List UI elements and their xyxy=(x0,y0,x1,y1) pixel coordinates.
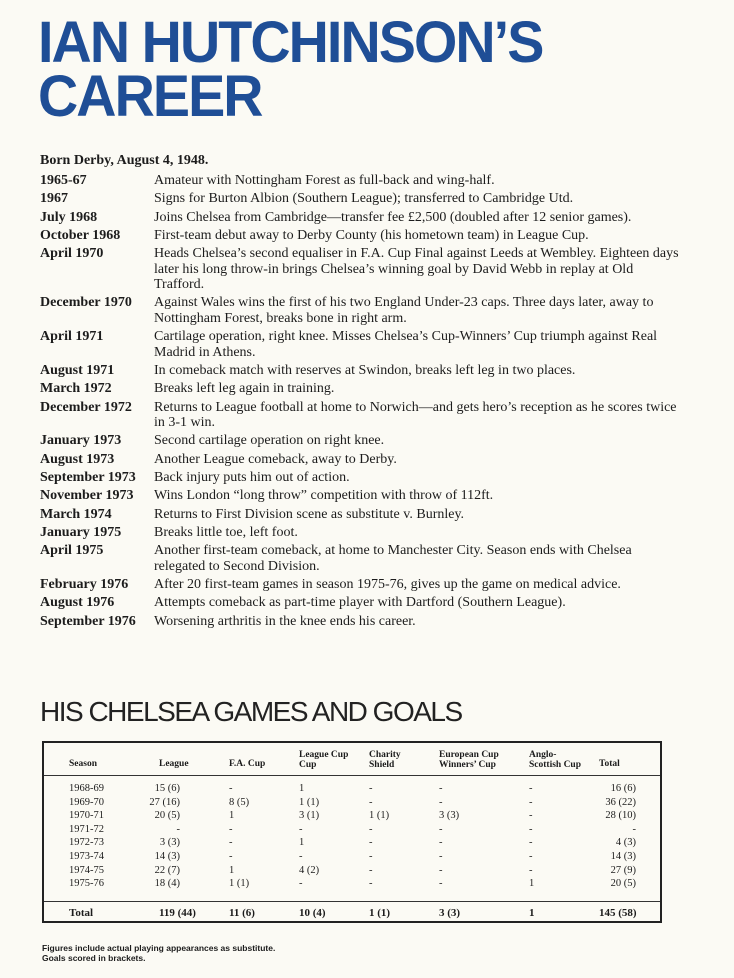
timeline-event: Attempts comeback as part-time player with Dartford (Southern League). xyxy=(154,595,566,611)
cell-european-cup: - xyxy=(439,878,443,890)
cell-season: 1971-72 xyxy=(69,823,104,835)
timeline-date: September 1976 xyxy=(40,613,136,629)
timeline-entry xyxy=(40,452,680,468)
cell-european-cup: - xyxy=(439,783,443,794)
table-row xyxy=(44,837,660,848)
cell-fa-cup: - xyxy=(229,823,233,835)
timeline-entry xyxy=(40,173,680,189)
cell-total: 14 (3) xyxy=(610,851,636,862)
timeline-event: Returns to First Division scene as substitute v. Burnley. xyxy=(154,506,465,522)
cell-anglo-scottish-cup: - xyxy=(529,796,533,808)
career-timeline xyxy=(40,173,680,632)
cell-charity-shield: - xyxy=(369,796,373,808)
cell-season: 1970-71 xyxy=(69,810,104,822)
table-row xyxy=(44,851,660,862)
timeline-date: April 1970 xyxy=(40,246,104,262)
cell-season: 1972-73 xyxy=(69,837,104,849)
cell-charity-shield: 1 (1) xyxy=(369,907,391,919)
title-line-1: IAN HUTCHINSON’S xyxy=(38,10,543,75)
cell-total: 20 (5) xyxy=(610,878,636,890)
timeline-event: Joins Chelsea from Cambridge—transfer fee £2,500 (doubled after 12 senior games). xyxy=(154,209,632,225)
cell-anglo-scottish-cup: - xyxy=(529,810,533,822)
cell-charity-shield: - xyxy=(369,837,373,849)
footnote xyxy=(42,943,275,963)
timeline-event: Heads Chelsea’s second equaliser in F.A. Cup Final against Leeds at Wembley. Eighteen days later his long throw-in brings Chelsea’s winning goal by David Webb in replay at Old Trafford. xyxy=(154,246,679,293)
timeline-event: In comeback match with reserves at Swindon, breaks left leg in two places. xyxy=(154,363,576,379)
timeline-event: Signs for Burton Albion (Southern League); transferred to Cambridge Utd. xyxy=(154,191,574,207)
cell-fa-cup: 8 (5) xyxy=(229,796,250,808)
table-row xyxy=(44,810,660,821)
cell-total: - xyxy=(632,823,636,835)
timeline-date: March 1972 xyxy=(40,381,112,397)
cell-total: 27 (9) xyxy=(610,864,636,876)
cell-league: 18 (4) xyxy=(154,878,180,890)
timeline-date: February 1976 xyxy=(40,577,129,593)
table-row xyxy=(44,878,660,889)
cell-league: 3 (3) xyxy=(159,837,180,849)
timeline-event: Cartilage operation, right knee. Misses Chelsea’s Cup-Winners’ Cup triumph against Real Madrid in Athens. xyxy=(154,329,658,360)
cell-league-cup: - xyxy=(299,878,303,890)
cell-european-cup: - xyxy=(439,851,443,862)
cell-league: 15 (6) xyxy=(154,783,180,794)
timeline-event: Breaks little toe, left foot. xyxy=(154,524,298,540)
cell-european-cup: - xyxy=(439,837,443,849)
timeline-entry xyxy=(40,595,680,611)
timeline-entry xyxy=(40,246,680,293)
table-row xyxy=(44,865,660,876)
header-divider xyxy=(44,775,660,776)
cell-european-cup: 3 (3) xyxy=(439,907,461,919)
cell-fa-cup: - xyxy=(229,837,233,849)
cell-total: 16 (6) xyxy=(610,783,636,794)
timeline-date: 1965-67 xyxy=(40,173,87,188)
timeline-event: Second cartilage operation on right knee. xyxy=(154,433,385,449)
timeline-entry xyxy=(40,577,680,593)
cell-league: 20 (5) xyxy=(154,810,180,822)
cell-league: 119 (44) xyxy=(159,907,196,919)
cell-league-cup: 10 (4) xyxy=(299,907,326,919)
timeline-event: Another League comeback, away to Derby. xyxy=(154,451,397,467)
table-row xyxy=(44,783,660,794)
timeline-date: December 1972 xyxy=(40,399,132,415)
footnote-line-2: Goals scored in brackets. xyxy=(42,953,146,963)
timeline-entry xyxy=(40,525,680,541)
cell-league-cup: 1 (1) xyxy=(299,796,320,808)
timeline-event: Worsening arthritis in the knee ends his career. xyxy=(154,613,416,629)
cell-league-cup: - xyxy=(299,823,303,835)
timeline-event: After 20 first-team games in season 1975-76, gives up the game on medical advice. xyxy=(154,577,621,593)
timeline-entry xyxy=(40,507,680,523)
timeline-event: Returns to League football at home to Norwich—and gets hero’s reception as he scores twice in 3-1 win. xyxy=(154,399,677,431)
cell-european-cup: - xyxy=(439,864,443,876)
timeline-event: Back injury puts him out of action. xyxy=(154,470,350,486)
cell-anglo-scottish-cup: 1 xyxy=(529,907,535,919)
timeline-date: 1967 xyxy=(40,191,68,207)
cell-league: 27 (16) xyxy=(149,796,180,808)
cell-season: 1968-69 xyxy=(69,783,104,794)
cell-european-cup: - xyxy=(439,796,443,808)
cell-league: 22 (7) xyxy=(154,864,180,876)
timeline-date: October 1968 xyxy=(40,227,121,243)
cell-fa-cup: 1 xyxy=(229,810,235,822)
cell-total: 145 (58) xyxy=(599,907,637,919)
cell-anglo-scottish-cup: - xyxy=(529,837,533,849)
cell-charity-shield: - xyxy=(369,851,373,862)
cell-fa-cup: 11 (6) xyxy=(229,907,255,919)
cell-league: 14 (3) xyxy=(154,851,180,862)
cell-league-cup: 1 xyxy=(299,837,305,849)
timeline-entry xyxy=(40,470,680,486)
cell-fa-cup: 1 (1) xyxy=(229,878,250,890)
title-line-2: CAREER xyxy=(38,64,262,129)
cell-total: 4 (3) xyxy=(615,837,636,849)
cell-european-cup: 3 (3) xyxy=(439,810,460,822)
timeline-date: March 1974 xyxy=(40,506,112,522)
timeline-date: August 1971 xyxy=(40,363,115,379)
timeline-date: December 1970 xyxy=(40,295,132,311)
timeline-entry xyxy=(40,488,680,504)
table-row xyxy=(44,824,660,835)
cell-season: 1969-70 xyxy=(69,796,104,808)
timeline-event: Against Wales wins the first of his two England Under-23 caps. Three days later, away to Nottingham Forest, breaks bone in right arm. xyxy=(154,295,654,326)
timeline-date: April 1971 xyxy=(40,329,104,345)
total-divider xyxy=(44,901,660,902)
timeline-entry xyxy=(40,210,680,226)
games-goals-table xyxy=(42,741,662,923)
timeline-event: Amateur with Nottingham Forest as full-back and wing-half. xyxy=(154,173,495,188)
cell-season: 1973-74 xyxy=(69,851,104,862)
timeline-event: Wins London “long throw” competition with throw of 112ft. xyxy=(154,488,494,504)
cell-anglo-scottish-cup: 1 xyxy=(529,878,535,890)
cell-league-cup: 3 (1) xyxy=(299,810,320,822)
cell-charity-shield: - xyxy=(369,878,373,890)
cell-season: 1975-76 xyxy=(69,878,104,890)
cell-total: 28 (10) xyxy=(605,810,636,822)
cell-fa-cup: 1 xyxy=(229,864,235,876)
table-row xyxy=(44,797,660,808)
timeline-entry xyxy=(40,614,680,630)
header-charity-shield: Charity Shield xyxy=(369,750,401,770)
timeline-date: January 1973 xyxy=(40,433,122,449)
cell-european-cup: - xyxy=(439,823,443,835)
cell-charity-shield: - xyxy=(369,823,373,835)
cell-fa-cup: - xyxy=(229,783,233,794)
timeline-date: April 1975 xyxy=(40,543,104,559)
total-row xyxy=(44,908,660,919)
page-title xyxy=(38,10,543,129)
cell-anglo-scottish-cup: - xyxy=(529,823,533,835)
cell-charity-shield: - xyxy=(369,864,373,876)
timeline-date: July 1968 xyxy=(40,209,98,225)
header-league: League xyxy=(159,759,189,769)
timeline-date: November 1973 xyxy=(40,488,134,504)
timeline-date: August 1976 xyxy=(40,595,115,611)
cell-anglo-scottish-cup: - xyxy=(529,851,533,862)
timeline-date: September 1973 xyxy=(40,470,136,486)
cell-league-cup: 1 xyxy=(299,783,305,794)
header-anglo-scottish-cup: Anglo- Scottish Cup xyxy=(529,750,581,770)
timeline-event: Another first-team comeback, at home to Manchester City. Season ends with Chelsea relegated to Second Division. xyxy=(154,543,632,574)
cell-season: Total xyxy=(69,907,94,919)
timeline-entry xyxy=(40,295,680,326)
timeline-entry xyxy=(40,433,680,449)
cell-fa-cup: - xyxy=(229,851,233,862)
cell-total: 36 (22) xyxy=(605,796,636,808)
cell-league-cup: 4 (2) xyxy=(299,864,320,876)
timeline-date: January 1975 xyxy=(40,524,122,540)
header-league-cup: League Cup Cup xyxy=(299,750,349,770)
cell-anglo-scottish-cup: - xyxy=(529,864,533,876)
header-european-cup: European Cup Winners’ Cup xyxy=(439,750,499,770)
timeline-entry xyxy=(40,228,680,244)
header-fa-cup: F.A. Cup xyxy=(229,759,266,769)
timeline-event: Breaks left leg again in training. xyxy=(154,381,335,397)
cell-league-cup: - xyxy=(299,851,303,862)
cell-anglo-scottish-cup: - xyxy=(529,783,533,794)
cell-season: 1974-75 xyxy=(69,864,104,876)
footnote-line-1: Figures include actual playing appearances as substitute. xyxy=(42,943,276,953)
timeline-entry xyxy=(40,191,680,207)
timeline-entry xyxy=(40,543,680,574)
timeline-event: First-team debut away to Derby County (his hometown team) in League Cup. xyxy=(154,227,589,243)
table-heading: HIS CHELSEA GAMES AND GOALS xyxy=(40,696,462,727)
timeline-entry xyxy=(40,381,680,397)
timeline-entry xyxy=(40,329,680,360)
cell-league: - xyxy=(176,823,180,835)
born-line: Born Derby, August 4, 1948. xyxy=(40,153,209,168)
timeline-entry xyxy=(40,363,680,379)
timeline-entry xyxy=(40,400,680,431)
cell-charity-shield: - xyxy=(369,783,373,794)
header-total: Total xyxy=(599,759,620,769)
header-season: Season xyxy=(69,759,97,769)
cell-charity-shield: 1 (1) xyxy=(369,810,390,822)
timeline-date: August 1973 xyxy=(40,451,115,467)
